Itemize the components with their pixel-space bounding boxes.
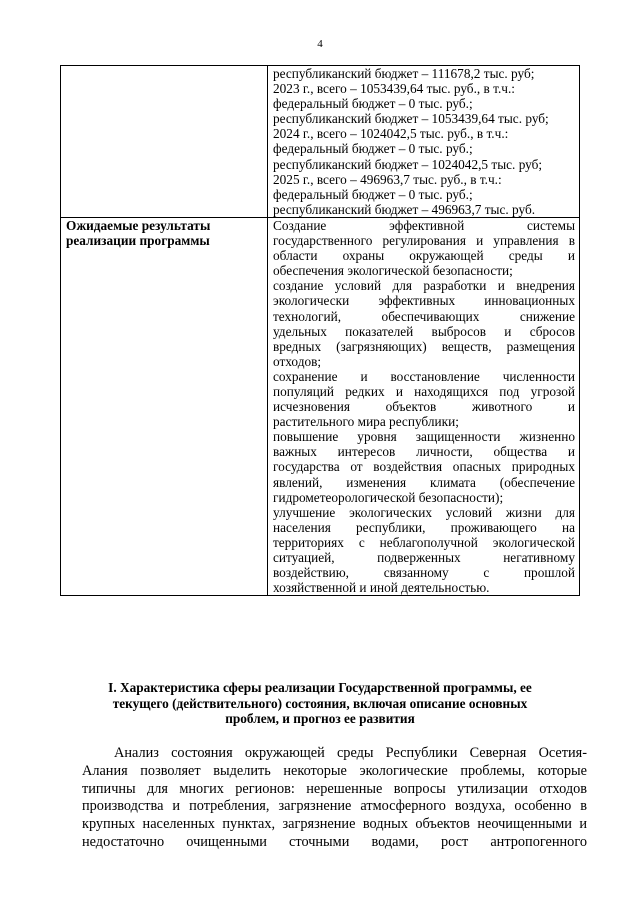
result-line: сохранение и восстановление численности <box>273 368 575 384</box>
section-title-line: текущего (действительного) состояния, включая описание основных <box>112 695 528 711</box>
budget-line: республиканский бюджет – 1024042,5 тыс. руб; <box>273 156 543 172</box>
table-row-results <box>61 217 580 595</box>
budget-line: 2023 г., всего – 1053439,64 тыс. руб., в т.ч.: <box>273 81 515 97</box>
budget-cell <box>268 66 580 218</box>
result-line: удельных показателей выбросов и сбросов <box>273 323 575 339</box>
budget-line: федеральный бюджет – 0 тыс. руб.; <box>273 96 473 112</box>
result-line: создание условий для разработки и внедрения <box>273 278 575 294</box>
budget-line: федеральный бюджет – 0 тыс. руб.; <box>273 141 473 157</box>
result-line: государственного регулирования и управления в <box>273 233 575 249</box>
result-line: растительного мира республики; <box>273 414 459 430</box>
results-cell <box>268 217 580 595</box>
body-line: недостаточно очищенными сточными водами, рост антропогенного <box>82 833 587 850</box>
body-line: Анализ состояния окружающей среды Республики Северная Осетия- <box>114 745 587 761</box>
result-line: хозяйственной и иной деятельностью. <box>273 580 490 596</box>
result-line: обеспечения экологической безопасности; <box>273 263 513 279</box>
result-line: важных интересов личности, общества и <box>273 444 575 460</box>
result-line: вредных (загрязняющих) веществ, размещения <box>273 338 575 354</box>
budget-line: 2024 г., всего – 1024042,5 тыс. руб., в т.ч.: <box>273 126 509 142</box>
result-line: Создание эффективной системы <box>273 217 575 233</box>
result-line: технологий, обеспечивающих снижение <box>273 308 575 324</box>
result-line: улучшение экологических условий жизни для <box>273 504 575 520</box>
section-title-line: проблем, и прогноз ее развития <box>225 711 415 726</box>
body-line: крупных населенных пунктах, загрязнение водных объектов неочищенными и <box>82 816 587 833</box>
budget-line: 2025 г., всего – 496963,7 тыс. руб., в т.ч.: <box>273 171 502 187</box>
results-label: реализации программы <box>66 233 210 249</box>
body-line: производства и потребления, загрязнение атмосферного воздуха, особенно в <box>82 798 587 815</box>
budget-line: республиканский бюджет – 496963,7 тыс. руб. <box>273 201 536 217</box>
result-line: территориях с неблагополучной экологической <box>273 534 575 550</box>
result-line: воздействию, связанному с прошлой <box>273 565 575 581</box>
body-line: типичны для многих регионов: нерешенные вопросы утилизации отходов <box>82 780 587 797</box>
result-line: области охраны окружающей среды и <box>273 248 575 264</box>
body-paragraph <box>82 745 587 852</box>
result-line: гидрометеорологической безопасности); <box>273 489 504 505</box>
table-cell-empty <box>61 66 268 218</box>
program-passport-table <box>60 65 580 596</box>
result-line: государства от воздействия опасных природных <box>273 459 575 475</box>
results-label: Ожидаемые результаты <box>66 217 211 233</box>
result-line: населения республики, проживающего на <box>273 519 575 535</box>
table-row-budget <box>61 66 580 218</box>
result-line: повышение уровня защищенности жизненно <box>273 429 575 445</box>
result-line: отходов; <box>273 353 322 369</box>
section-title <box>70 680 570 727</box>
results-label-cell <box>61 217 268 595</box>
result-line: экологически эффективных инновационных <box>273 293 575 309</box>
result-line: ситуацией, подверженных негативному <box>273 550 575 565</box>
budget-line: республиканский бюджет – 1053439,64 тыс. руб; <box>273 111 549 127</box>
page-number: 4 <box>317 38 323 50</box>
result-line: явлений, изменения климата (обеспечение <box>273 474 575 490</box>
budget-line: федеральный бюджет – 0 тыс. руб.; <box>273 186 473 202</box>
budget-line: республиканский бюджет – 111678,2 тыс. руб; <box>273 66 535 81</box>
result-line: исчезновения объектов животного и <box>273 399 575 415</box>
body-line: Алания позволяет выделить некоторые экологические проблемы, которые <box>82 762 587 779</box>
result-line: популяций редких и находящихся под угрозой <box>273 383 575 399</box>
section-title-line: I. Характеристика сферы реализации Государственной программы, ее <box>108 680 532 695</box>
